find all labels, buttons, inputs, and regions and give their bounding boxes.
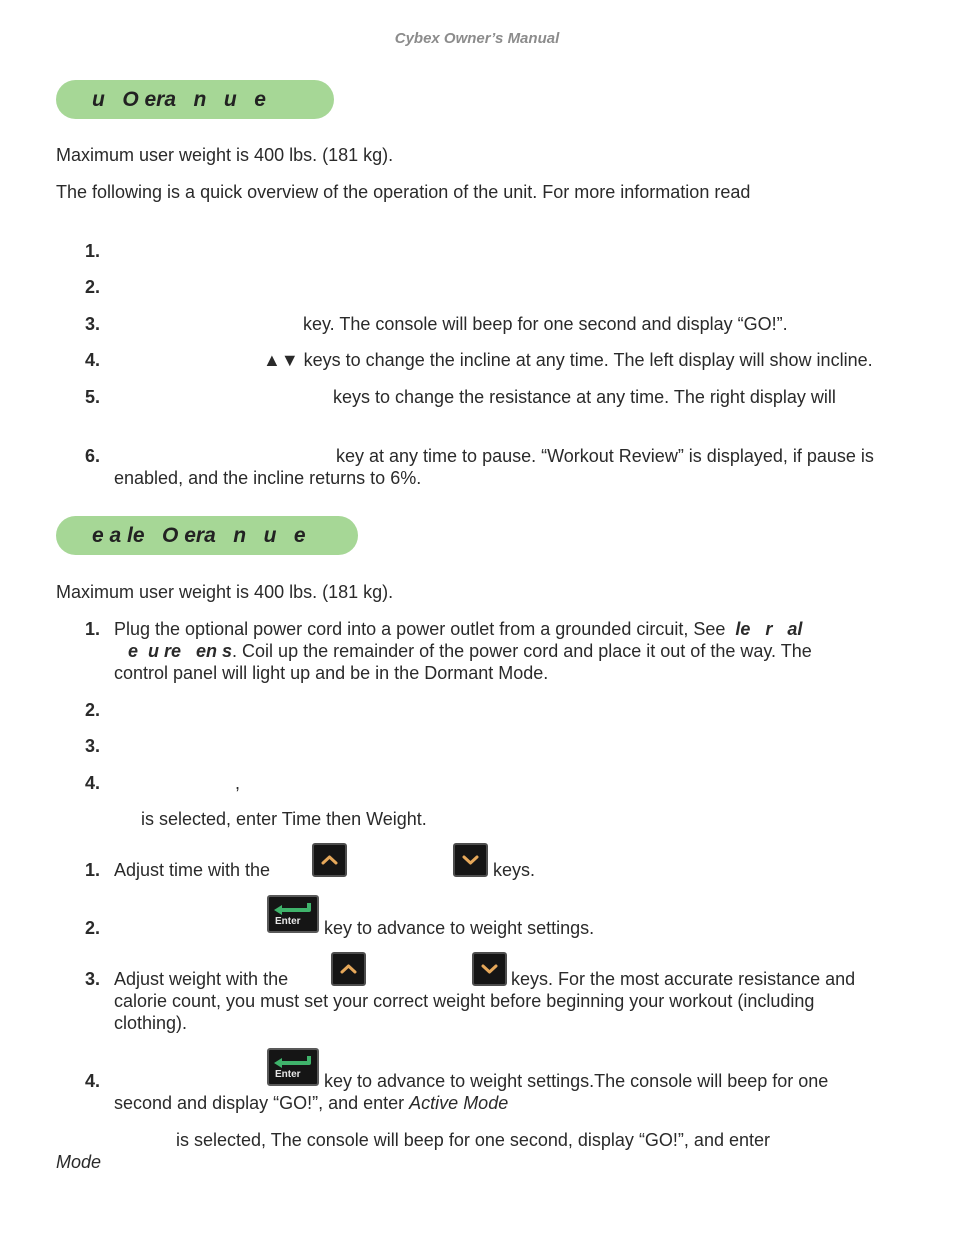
step-text-part: Plug the optional power cord into a power outlet from a grounded circuit, See <box>114 619 726 639</box>
up-arrow-icon <box>314 845 345 875</box>
step-number: 5. <box>85 387 101 407</box>
down-arrow-icon <box>474 954 505 984</box>
substep-number: 2. <box>85 918 101 938</box>
section-heading-detailed-operation: e a le O era n u e <box>56 516 358 555</box>
down-arrow-key <box>472 952 507 986</box>
step-number: 6. <box>85 446 101 466</box>
step-number: 1. <box>85 241 101 261</box>
step-number: 3. <box>85 736 101 756</box>
step-number: 4. <box>85 773 101 793</box>
final-note: is selected, The console will beep for one second, display “GO!”, and enter <box>176 1130 770 1150</box>
enter-key-label: Enter <box>275 916 301 927</box>
intro-text: The following is a quick overview of the operation of the unit. For more information read <box>56 182 751 202</box>
step-text-continued <box>114 640 812 662</box>
weight-note: Maximum user weight is 400 lbs. (181 kg). <box>56 145 394 165</box>
step-number: 4. <box>85 350 101 370</box>
step-number: 2. <box>85 700 101 720</box>
step-text-continued: control panel will light up and be in the Dormant Mode. <box>114 663 549 683</box>
down-arrow-icon <box>455 845 486 875</box>
reference-emphasis: le r al <box>725 619 803 639</box>
section-heading-quick-operation: u O era n u e <box>56 80 334 119</box>
running-header: Cybex Owner’s Manual <box>394 30 560 47</box>
substep-text-continued <box>114 1092 508 1114</box>
substep-number: 4. <box>85 1071 101 1091</box>
step-text-continued: enabled, and the incline returns to 6%. <box>114 468 422 488</box>
weight-note: Maximum user weight is 400 lbs. (181 kg). <box>56 582 394 602</box>
up-arrow-key <box>312 843 347 877</box>
substep-text-continued: clothing). <box>114 1013 188 1033</box>
substep-text: Adjust time with the <box>114 860 271 880</box>
substep-text-continued: calorie count, you must set your correct weight before beginning your workout (including <box>114 991 815 1011</box>
selection-note: is selected, enter Time then Weight. <box>141 809 427 829</box>
step-text: keys to change the resistance at any time. The right display will <box>333 387 836 407</box>
step-text <box>114 618 802 640</box>
substep-text: keys. For the most accurate resistance and <box>511 969 856 989</box>
step-number: 2. <box>85 277 101 297</box>
final-mode: Mode <box>56 1152 102 1172</box>
step-text: ▲▼ keys to change the incline at any time. The left display will show incline. <box>263 350 873 370</box>
reference-emphasis: e u re en s <box>128 641 233 661</box>
substep-text: key to advance to weight settings.The console will beep for one <box>324 1071 829 1091</box>
enter-key <box>267 1048 319 1086</box>
substep-number: 1. <box>85 860 101 880</box>
step-text: key at any time to pause. “Workout Review” is displayed, if pause is <box>336 446 874 466</box>
step-number: 3. <box>85 314 101 334</box>
up-arrow-icon <box>333 954 364 984</box>
substep-text: Adjust weight with the <box>114 969 289 989</box>
step-text-part: . Coil up the remainder of the power cord and place it out of the way. The <box>232 641 812 661</box>
step-number: 1. <box>85 619 101 639</box>
substep-text: key to advance to weight settings. <box>324 918 595 938</box>
enter-key <box>267 895 319 933</box>
enter-key-label: Enter <box>275 1069 301 1080</box>
down-arrow-key <box>453 843 488 877</box>
mode-name: Active Mode <box>409 1093 509 1113</box>
up-arrow-key <box>331 952 366 986</box>
substep-text-part: second and display “GO!”, and enter <box>114 1093 410 1113</box>
step-text: key. The console will beep for one second and display “GO!”. <box>303 314 788 334</box>
substep-number: 3. <box>85 969 101 989</box>
step-text: , <box>235 773 241 793</box>
substep-text: keys. <box>493 860 536 880</box>
